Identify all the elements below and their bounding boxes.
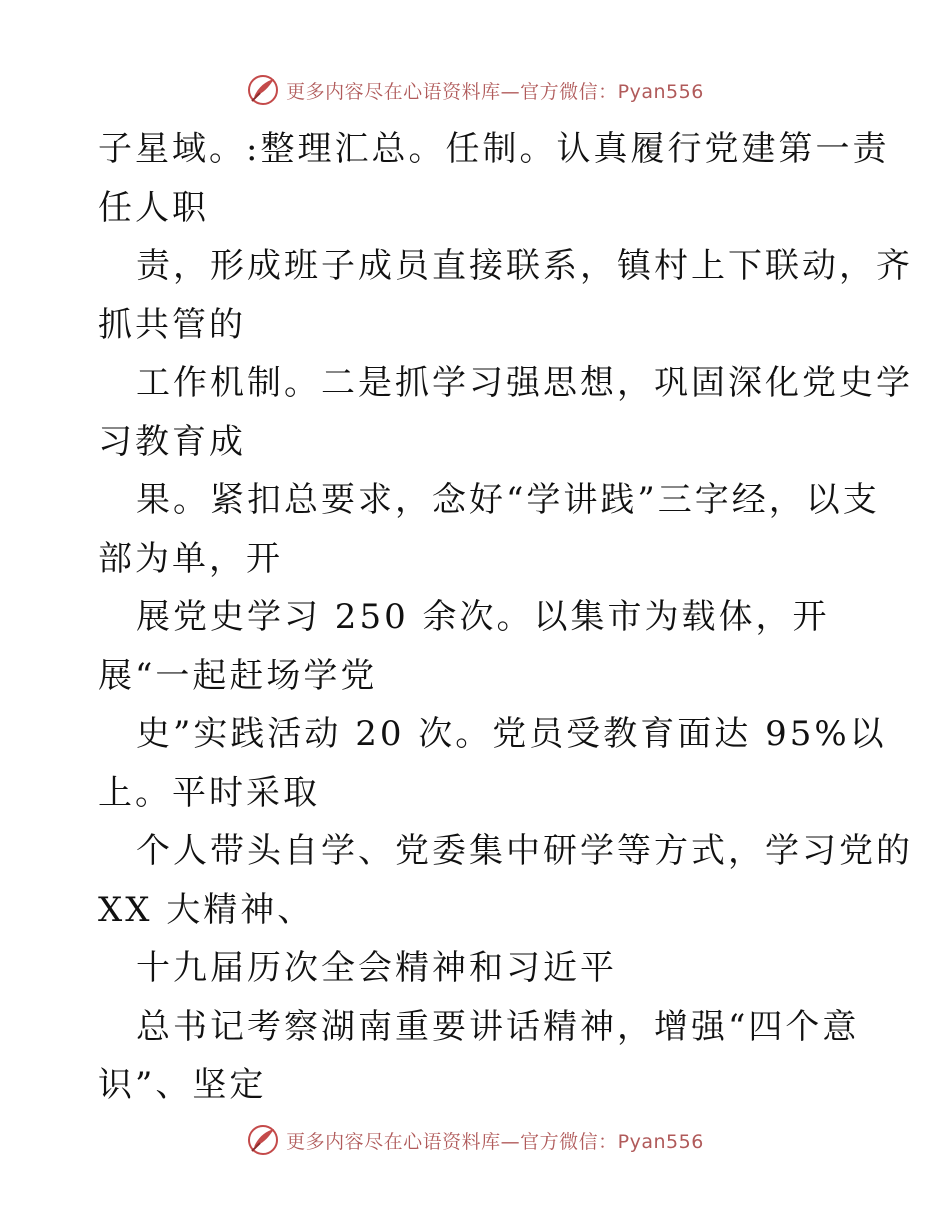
header-watermark-banner (0, 70, 950, 110)
text-line: 史”实践活动 20 次。党员受教育面达 95%以 (136, 714, 887, 754)
text-line: 个人带头自学、党委集中研学等方式，学习党的 (136, 831, 913, 871)
text-line: 习教育成 (98, 421, 246, 462)
text-line: 展党史学习 250 余次。以集市为载体，开 (136, 597, 830, 637)
watermark-text: 更多内容尽在心语资料库—官方微信：Pyan556 (286, 80, 704, 103)
text-line: 部为单，开 (98, 538, 283, 579)
feather-pen-logo-icon (246, 73, 280, 107)
text-line: 上。平时采取 (98, 772, 320, 813)
document-body (98, 120, 913, 1115)
text-line: 展“一起赶场学党 (98, 655, 378, 696)
text-line: 责，形成班子成员直接联系，镇村上下联动，齐 (136, 246, 913, 286)
text-line: 工作机制。二是抓学习强思想，巩固深化党史学 (136, 363, 913, 403)
feather-pen-logo-icon (246, 1123, 280, 1157)
text-line: 十九届历次全会精神和习近平 (136, 948, 617, 988)
footer-watermark-banner (0, 1120, 950, 1160)
watermark-text: 更多内容尽在心语资料库—官方微信：Pyan556 (286, 1130, 704, 1153)
text-line: 识”、坚定 (98, 1065, 267, 1105)
text-line: 子星域。:整理汇总。任制。认真履行党建第一责 (98, 129, 890, 169)
text-line: 果。紧扣总要求，念好“学讲践”三字经，以支 (136, 480, 880, 520)
text-line: XX 大精神、 (98, 889, 315, 930)
text-line: 任人职 (98, 187, 209, 228)
text-line: 总书记考察湖南重要讲话精神，增强“四个意 (136, 1006, 860, 1047)
text-line: 抓共管的 (98, 304, 246, 345)
